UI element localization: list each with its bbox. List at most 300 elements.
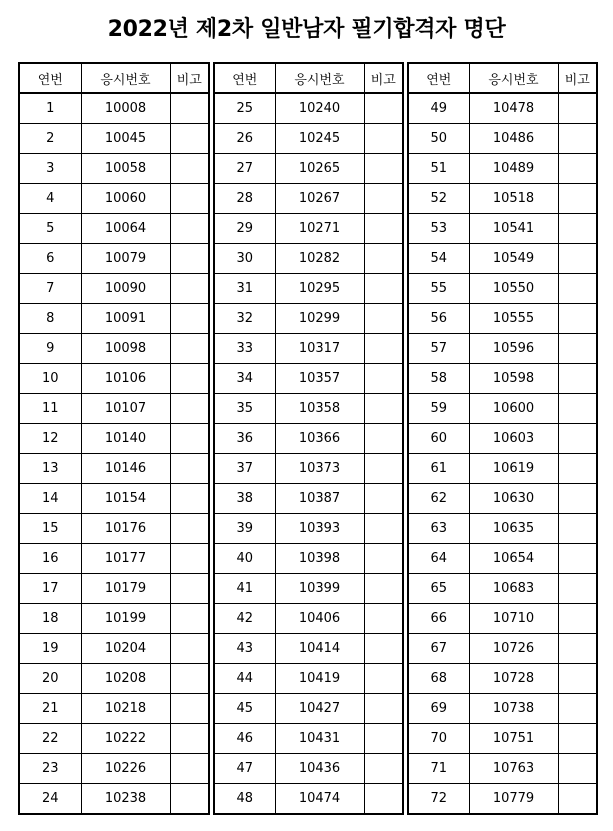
cell-exam-number: 10419	[275, 664, 364, 694]
table-row	[19, 634, 209, 664]
cell-exam-number: 10635	[469, 514, 558, 544]
cell-exam-number: 10208	[81, 664, 170, 694]
table-row	[214, 124, 403, 154]
table-row	[408, 424, 597, 454]
cell-remarks	[364, 394, 403, 424]
table-row	[19, 784, 209, 815]
cell-seq-number: 50	[408, 124, 469, 154]
cell-seq-number: 28	[214, 184, 275, 214]
cell-exam-number: 10474	[275, 784, 364, 815]
cell-remarks	[558, 634, 597, 664]
cell-seq-number: 9	[19, 334, 81, 364]
header-exam-number: 응시번호	[469, 63, 558, 93]
table-row	[408, 634, 597, 664]
cell-seq-number: 24	[19, 784, 81, 815]
cell-remarks	[558, 214, 597, 244]
cell-remarks	[364, 454, 403, 484]
table-row	[408, 334, 597, 364]
table-row	[214, 754, 403, 784]
cell-remarks	[558, 754, 597, 784]
cell-exam-number: 10265	[275, 154, 364, 184]
cell-remarks	[364, 724, 403, 754]
cell-remarks	[170, 424, 209, 454]
cell-remarks	[364, 784, 403, 815]
header-exam-number: 응시번호	[275, 63, 364, 93]
cell-seq-number: 48	[214, 784, 275, 815]
table-row	[214, 214, 403, 244]
header-remarks: 비고	[170, 63, 209, 93]
cell-exam-number: 10106	[81, 364, 170, 394]
cell-remarks	[170, 514, 209, 544]
cell-seq-number: 70	[408, 724, 469, 754]
table-row	[214, 784, 403, 815]
cell-remarks	[558, 664, 597, 694]
table-row	[19, 424, 209, 454]
table-row	[408, 124, 597, 154]
cell-seq-number: 45	[214, 694, 275, 724]
cell-remarks	[170, 334, 209, 364]
cell-remarks	[558, 514, 597, 544]
cell-exam-number: 10399	[275, 574, 364, 604]
cell-exam-number: 10541	[469, 214, 558, 244]
cell-remarks	[558, 544, 597, 574]
cell-exam-number: 10267	[275, 184, 364, 214]
table-row	[408, 184, 597, 214]
table-row	[214, 724, 403, 754]
table-row	[408, 664, 597, 694]
table-row	[408, 394, 597, 424]
cell-exam-number: 10299	[275, 304, 364, 334]
table-header-row	[214, 63, 403, 93]
cell-remarks	[170, 784, 209, 815]
cell-seq-number: 11	[19, 394, 81, 424]
cell-remarks	[170, 604, 209, 634]
cell-remarks	[558, 124, 597, 154]
cell-seq-number: 69	[408, 694, 469, 724]
cell-seq-number: 1	[19, 93, 81, 124]
table-header-row	[408, 63, 597, 93]
cell-exam-number: 10683	[469, 574, 558, 604]
cell-exam-number: 10282	[275, 244, 364, 274]
cell-exam-number: 10600	[469, 394, 558, 424]
table-row	[214, 664, 403, 694]
cell-remarks	[170, 184, 209, 214]
cell-remarks	[558, 604, 597, 634]
cell-seq-number: 5	[19, 214, 81, 244]
cell-exam-number: 10393	[275, 514, 364, 544]
cell-seq-number: 10	[19, 364, 81, 394]
results-table-block-2	[213, 62, 404, 815]
cell-seq-number: 56	[408, 304, 469, 334]
table-row	[408, 724, 597, 754]
cell-exam-number: 10058	[81, 154, 170, 184]
cell-exam-number: 10486	[469, 124, 558, 154]
cell-seq-number: 13	[19, 454, 81, 484]
cell-seq-number: 25	[214, 93, 275, 124]
cell-remarks	[170, 484, 209, 514]
cell-remarks	[364, 334, 403, 364]
cell-remarks	[170, 634, 209, 664]
table-row	[214, 424, 403, 454]
cell-seq-number: 36	[214, 424, 275, 454]
cell-seq-number: 32	[214, 304, 275, 334]
cell-seq-number: 42	[214, 604, 275, 634]
page-title: 2022년 제2차 일반남자 필기합격자 명단	[107, 17, 506, 42]
cell-seq-number: 66	[408, 604, 469, 634]
cell-remarks	[364, 754, 403, 784]
cell-remarks	[364, 574, 403, 604]
table-row	[19, 514, 209, 544]
table-row	[408, 274, 597, 304]
cell-remarks	[364, 484, 403, 514]
cell-exam-number: 10045	[81, 124, 170, 154]
table-row	[19, 334, 209, 364]
cell-remarks	[170, 454, 209, 484]
cell-remarks	[364, 244, 403, 274]
cell-remarks	[170, 694, 209, 724]
table-row	[408, 93, 597, 124]
cell-exam-number: 10226	[81, 754, 170, 784]
cell-remarks	[170, 124, 209, 154]
table-row	[214, 604, 403, 634]
header-seq-number: 연번	[408, 63, 469, 93]
header-remarks: 비고	[558, 63, 597, 93]
cell-remarks	[364, 544, 403, 574]
cell-seq-number: 46	[214, 724, 275, 754]
cell-exam-number: 10518	[469, 184, 558, 214]
cell-seq-number: 60	[408, 424, 469, 454]
table-row	[19, 484, 209, 514]
cell-seq-number: 41	[214, 574, 275, 604]
table-row	[214, 544, 403, 574]
table-row	[19, 544, 209, 574]
cell-remarks	[364, 124, 403, 154]
cell-remarks	[170, 574, 209, 604]
table-row	[214, 394, 403, 424]
table-row	[214, 484, 403, 514]
cell-exam-number: 10603	[469, 424, 558, 454]
cell-exam-number: 10779	[469, 784, 558, 815]
cell-seq-number: 7	[19, 274, 81, 304]
cell-exam-number: 10218	[81, 694, 170, 724]
cell-exam-number: 10154	[81, 484, 170, 514]
cell-exam-number: 10619	[469, 454, 558, 484]
cell-seq-number: 39	[214, 514, 275, 544]
cell-seq-number: 27	[214, 154, 275, 184]
table-header-row	[19, 63, 209, 93]
table-row	[19, 214, 209, 244]
table-row	[408, 364, 597, 394]
cell-seq-number: 55	[408, 274, 469, 304]
cell-remarks	[170, 154, 209, 184]
table-row	[214, 364, 403, 394]
table-row	[19, 604, 209, 634]
cell-exam-number: 10091	[81, 304, 170, 334]
table-row	[408, 754, 597, 784]
cell-exam-number: 10079	[81, 244, 170, 274]
cell-exam-number: 10271	[275, 214, 364, 244]
cell-remarks	[170, 93, 209, 124]
cell-seq-number: 37	[214, 454, 275, 484]
cell-seq-number: 26	[214, 124, 275, 154]
cell-seq-number: 30	[214, 244, 275, 274]
cell-exam-number: 10406	[275, 604, 364, 634]
cell-remarks	[558, 334, 597, 364]
cell-exam-number: 10550	[469, 274, 558, 304]
cell-exam-number: 10295	[275, 274, 364, 304]
cell-seq-number: 68	[408, 664, 469, 694]
cell-remarks	[170, 274, 209, 304]
cell-seq-number: 40	[214, 544, 275, 574]
table-row	[408, 244, 597, 274]
cell-remarks	[364, 694, 403, 724]
cell-remarks	[170, 724, 209, 754]
cell-remarks	[364, 154, 403, 184]
cell-remarks	[364, 274, 403, 304]
table-row	[214, 304, 403, 334]
cell-exam-number: 10549	[469, 244, 558, 274]
table-row	[19, 274, 209, 304]
cell-exam-number: 10098	[81, 334, 170, 364]
table-row	[408, 514, 597, 544]
table-row	[214, 154, 403, 184]
cell-exam-number: 10240	[275, 93, 364, 124]
cell-seq-number: 63	[408, 514, 469, 544]
table-row	[214, 574, 403, 604]
table-row	[19, 394, 209, 424]
cell-seq-number: 51	[408, 154, 469, 184]
cell-remarks	[170, 664, 209, 694]
cell-remarks	[558, 394, 597, 424]
results-table-block-3	[407, 62, 598, 815]
cell-seq-number: 4	[19, 184, 81, 214]
cell-remarks	[364, 214, 403, 244]
cell-seq-number: 16	[19, 544, 81, 574]
table-row	[408, 694, 597, 724]
cell-seq-number: 72	[408, 784, 469, 815]
cell-seq-number: 35	[214, 394, 275, 424]
table-row	[214, 93, 403, 124]
cell-exam-number: 10064	[81, 214, 170, 244]
cell-remarks	[170, 244, 209, 274]
cell-seq-number: 17	[19, 574, 81, 604]
cell-exam-number: 10728	[469, 664, 558, 694]
cell-exam-number: 10060	[81, 184, 170, 214]
cell-seq-number: 61	[408, 454, 469, 484]
table-row	[408, 604, 597, 634]
cell-remarks	[558, 274, 597, 304]
cell-remarks	[558, 364, 597, 394]
table-row	[408, 574, 597, 604]
cell-seq-number: 52	[408, 184, 469, 214]
cell-exam-number: 10238	[81, 784, 170, 815]
cell-remarks	[170, 394, 209, 424]
cell-remarks	[364, 184, 403, 214]
table-row	[19, 454, 209, 484]
cell-exam-number: 10245	[275, 124, 364, 154]
cell-remarks	[558, 244, 597, 274]
cell-exam-number: 10366	[275, 424, 364, 454]
cell-remarks	[170, 754, 209, 784]
header-seq-number: 연번	[19, 63, 81, 93]
cell-seq-number: 15	[19, 514, 81, 544]
cell-seq-number: 18	[19, 604, 81, 634]
cell-exam-number: 10204	[81, 634, 170, 664]
cell-seq-number: 34	[214, 364, 275, 394]
table-row	[408, 784, 597, 815]
cell-seq-number: 67	[408, 634, 469, 664]
cell-exam-number: 10398	[275, 544, 364, 574]
table-row	[214, 514, 403, 544]
cell-exam-number: 10414	[275, 634, 364, 664]
cell-remarks	[170, 214, 209, 244]
cell-exam-number: 10199	[81, 604, 170, 634]
cell-remarks	[364, 424, 403, 454]
table-row	[408, 304, 597, 334]
cell-exam-number: 10179	[81, 574, 170, 604]
table-row	[408, 544, 597, 574]
table-row	[214, 454, 403, 484]
cell-exam-number: 10630	[469, 484, 558, 514]
cell-exam-number: 10090	[81, 274, 170, 304]
cell-seq-number: 62	[408, 484, 469, 514]
cell-exam-number: 10317	[275, 334, 364, 364]
cell-seq-number: 12	[19, 424, 81, 454]
cell-exam-number: 10107	[81, 394, 170, 424]
cell-seq-number: 2	[19, 124, 81, 154]
table-row	[19, 154, 209, 184]
cell-seq-number: 64	[408, 544, 469, 574]
cell-exam-number: 10596	[469, 334, 558, 364]
cell-exam-number: 10555	[469, 304, 558, 334]
table-row	[408, 154, 597, 184]
cell-seq-number: 44	[214, 664, 275, 694]
cell-seq-number: 71	[408, 754, 469, 784]
table-row	[19, 124, 209, 154]
cell-exam-number: 10387	[275, 484, 364, 514]
cell-seq-number: 21	[19, 694, 81, 724]
results-table-block-1	[18, 62, 210, 815]
table-row	[214, 634, 403, 664]
cell-exam-number: 10373	[275, 454, 364, 484]
table-row	[19, 304, 209, 334]
cell-remarks	[364, 93, 403, 124]
cell-seq-number: 22	[19, 724, 81, 754]
header-seq-number: 연번	[214, 63, 275, 93]
table-row	[408, 214, 597, 244]
table-row	[19, 724, 209, 754]
table-row	[408, 454, 597, 484]
cell-seq-number: 59	[408, 394, 469, 424]
cell-remarks	[558, 784, 597, 815]
cell-remarks	[364, 514, 403, 544]
cell-seq-number: 47	[214, 754, 275, 784]
cell-remarks	[558, 184, 597, 214]
cell-seq-number: 58	[408, 364, 469, 394]
table-row	[214, 184, 403, 214]
header-exam-number: 응시번호	[81, 63, 170, 93]
table-row	[19, 364, 209, 394]
cell-seq-number: 53	[408, 214, 469, 244]
cell-seq-number: 23	[19, 754, 81, 784]
table-row	[19, 244, 209, 274]
cell-seq-number: 20	[19, 664, 81, 694]
cell-seq-number: 54	[408, 244, 469, 274]
table-row	[214, 274, 403, 304]
table-row	[214, 694, 403, 724]
cell-exam-number: 10357	[275, 364, 364, 394]
cell-remarks	[558, 154, 597, 184]
cell-remarks	[364, 664, 403, 694]
cell-exam-number: 10177	[81, 544, 170, 574]
cell-remarks	[364, 604, 403, 634]
cell-seq-number: 29	[214, 214, 275, 244]
cell-seq-number: 8	[19, 304, 81, 334]
table-row	[19, 664, 209, 694]
results-tables	[18, 62, 598, 815]
cell-remarks	[558, 454, 597, 484]
cell-exam-number: 10710	[469, 604, 558, 634]
cell-seq-number: 49	[408, 93, 469, 124]
cell-remarks	[170, 364, 209, 394]
cell-seq-number: 6	[19, 244, 81, 274]
table-row	[214, 334, 403, 364]
table-row	[19, 694, 209, 724]
cell-remarks	[558, 424, 597, 454]
cell-exam-number: 10146	[81, 454, 170, 484]
table-row	[19, 574, 209, 604]
cell-exam-number: 10478	[469, 93, 558, 124]
cell-exam-number: 10008	[81, 93, 170, 124]
table-row	[19, 184, 209, 214]
cell-seq-number: 19	[19, 634, 81, 664]
cell-seq-number: 57	[408, 334, 469, 364]
cell-remarks	[558, 574, 597, 604]
cell-remarks	[558, 694, 597, 724]
header-remarks: 비고	[364, 63, 403, 93]
cell-remarks	[558, 484, 597, 514]
cell-seq-number: 3	[19, 154, 81, 184]
cell-exam-number: 10140	[81, 424, 170, 454]
cell-seq-number: 33	[214, 334, 275, 364]
cell-exam-number: 10489	[469, 154, 558, 184]
cell-remarks	[170, 544, 209, 574]
cell-remarks	[170, 304, 209, 334]
cell-exam-number: 10598	[469, 364, 558, 394]
cell-remarks	[364, 634, 403, 664]
cell-exam-number: 10222	[81, 724, 170, 754]
table-row	[19, 93, 209, 124]
cell-remarks	[558, 93, 597, 124]
cell-remarks	[364, 364, 403, 394]
cell-seq-number: 31	[214, 274, 275, 304]
cell-exam-number: 10427	[275, 694, 364, 724]
cell-remarks	[558, 304, 597, 334]
cell-remarks	[558, 724, 597, 754]
cell-exam-number: 10436	[275, 754, 364, 784]
cell-exam-number: 10763	[469, 754, 558, 784]
cell-exam-number: 10176	[81, 514, 170, 544]
cell-exam-number: 10726	[469, 634, 558, 664]
cell-remarks	[364, 304, 403, 334]
table-row	[214, 244, 403, 274]
cell-exam-number: 10431	[275, 724, 364, 754]
table-row	[19, 754, 209, 784]
cell-exam-number: 10751	[469, 724, 558, 754]
table-row	[408, 484, 597, 514]
cell-seq-number: 43	[214, 634, 275, 664]
cell-seq-number: 14	[19, 484, 81, 514]
